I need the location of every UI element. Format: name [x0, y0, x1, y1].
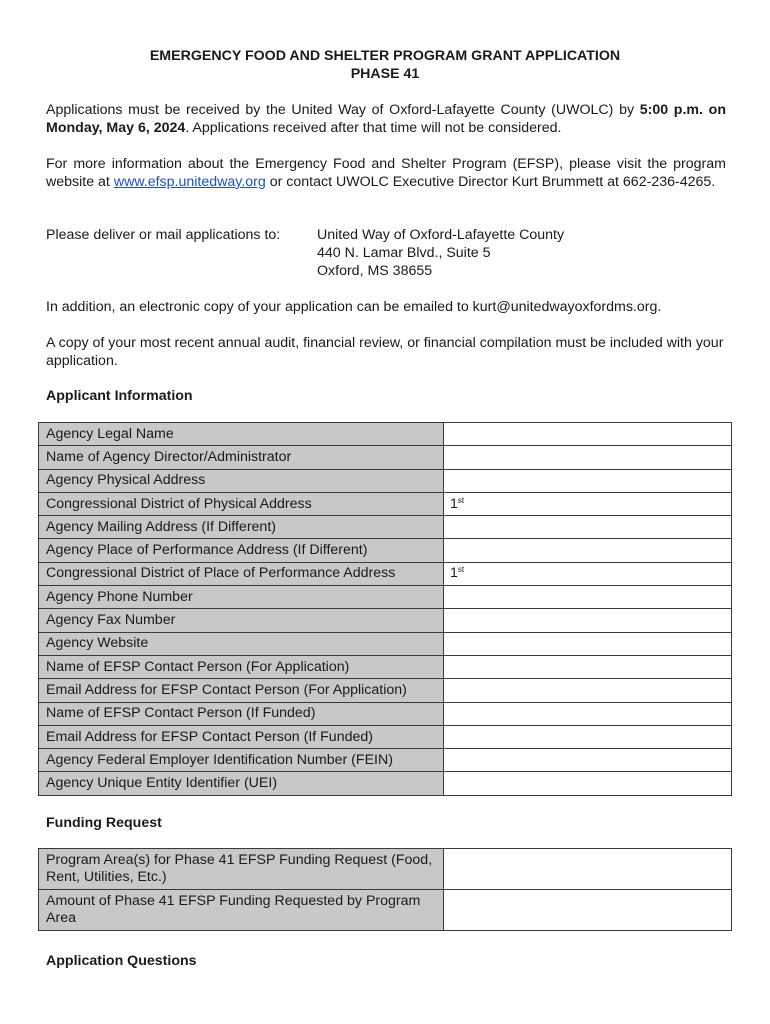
- title-line-1: EMERGENCY FOOD AND SHELTER PROGRAM GRANT APPLICATION: [149, 48, 621, 64]
- field-value-cell[interactable]: [444, 655, 732, 678]
- field-value-cell[interactable]: [444, 446, 732, 469]
- table-row: [39, 749, 732, 772]
- table-row: [39, 539, 732, 562]
- field-label: Agency Physical Address: [39, 469, 444, 492]
- application-questions-heading: Application Questions: [46, 953, 197, 969]
- table-row: [39, 469, 732, 492]
- table-row: [39, 586, 732, 609]
- field-value: 1: [450, 565, 458, 582]
- field-value-cell[interactable]: [444, 469, 732, 492]
- field-value-cell[interactable]: [444, 539, 732, 562]
- mailing-address: [317, 226, 564, 280]
- field-label: Agency Legal Name: [39, 423, 444, 446]
- deadline-text-pre: Applications must be received by the United Way of Oxford-Lafayette County (UWOLC) by: [46, 102, 640, 118]
- field-value-cell[interactable]: [444, 586, 732, 609]
- deadline-text-post: . Applications received after that time will not be considered.: [185, 120, 562, 136]
- audit-note: A copy of your most recent annual audit, financial review, or financial compilation must be included with your application.: [46, 335, 724, 369]
- table-row: [39, 702, 732, 725]
- field-value-cell[interactable]: [444, 632, 732, 655]
- table-row: [39, 609, 732, 632]
- table-row: [39, 725, 732, 748]
- field-label: Congressional District of Place of Performance Address: [39, 562, 444, 585]
- applicant-information-heading: Applicant Information: [46, 388, 193, 404]
- efsp-website-link[interactable]: www.efsp.unitedway.org: [113, 174, 266, 190]
- field-label: Email Address for EFSP Contact Person (For Application): [39, 679, 444, 702]
- table-row: [39, 655, 732, 678]
- address-line-2: 440 N. Lamar Blvd., Suite 5: [317, 245, 491, 261]
- field-label: Email Address for EFSP Contact Person (If Funded): [39, 725, 444, 748]
- info-text-pre: For more information about the Emergency Food and Shelter Program (EFSP), please visit the program website at: [46, 156, 726, 190]
- address-line-1: United Way of Oxford-Lafayette County: [317, 227, 565, 243]
- title-line-2: PHASE 41: [350, 66, 420, 82]
- table-row: [39, 516, 732, 539]
- field-label: Agency Mailing Address (If Different): [39, 516, 444, 539]
- field-value-cell[interactable]: [444, 423, 732, 446]
- ordinal-suffix: st: [457, 565, 465, 575]
- field-label: Agency Federal Employer Identification Number (FEIN): [39, 749, 444, 772]
- field-label: Congressional District of Physical Address: [39, 492, 444, 515]
- address-line-3: Oxford, MS 38655: [317, 263, 433, 279]
- field-label: Program Area(s) for Phase 41 EFSP Funding Request (Food, Rent, Utilities, Etc.): [39, 849, 444, 890]
- field-value-cell[interactable]: [444, 492, 732, 515]
- email-note: In addition, an electronic copy of your application can be emailed to kurt@unitedwayoxfordms.org.: [46, 299, 662, 315]
- table-row: [39, 772, 732, 795]
- info-paragraph: [46, 155, 726, 191]
- field-label: Name of Agency Director/Administrator: [39, 446, 444, 469]
- field-value-cell[interactable]: [444, 849, 732, 890]
- table-row: [39, 890, 732, 931]
- table-row: [39, 446, 732, 469]
- field-label: Amount of Phase 41 EFSP Funding Requested by Program Area: [39, 890, 444, 931]
- field-label: Agency Website: [39, 632, 444, 655]
- funding-request-heading: Funding Request: [46, 815, 162, 831]
- table-row: [39, 492, 732, 515]
- field-value-cell[interactable]: [444, 772, 732, 795]
- field-value-cell[interactable]: [444, 702, 732, 725]
- field-value-cell[interactable]: [444, 562, 732, 585]
- field-value-cell[interactable]: [444, 890, 732, 931]
- applicant-information-table: [38, 422, 732, 796]
- table-row: [39, 849, 732, 890]
- page-title: [0, 47, 770, 83]
- field-value-cell[interactable]: [444, 516, 732, 539]
- field-label: Agency Fax Number: [39, 609, 444, 632]
- field-label: Agency Place of Performance Address (If Different): [39, 539, 444, 562]
- field-value-cell[interactable]: [444, 679, 732, 702]
- field-label: Agency Phone Number: [39, 586, 444, 609]
- funding-request-table: [38, 848, 732, 931]
- ordinal-suffix: st: [457, 495, 465, 505]
- deadline-date: 5:00 p.m. on Monday, May 6, 2024: [46, 102, 726, 136]
- deliver-label: Please deliver or mail applications to:: [46, 227, 281, 243]
- field-label: Name of EFSP Contact Person (If Funded): [39, 702, 444, 725]
- field-value-cell[interactable]: [444, 609, 732, 632]
- field-value: 1: [450, 495, 458, 512]
- table-row: [39, 423, 732, 446]
- deadline-paragraph: [46, 101, 726, 137]
- field-label: Agency Unique Entity Identifier (UEI): [39, 772, 444, 795]
- field-label: Name of EFSP Contact Person (For Application): [39, 655, 444, 678]
- table-row: [39, 562, 732, 585]
- table-row: [39, 679, 732, 702]
- info-text-post: or contact UWOLC Executive Director Kurt Brummett at 662-236-4265.: [265, 174, 716, 190]
- field-value-cell[interactable]: [444, 749, 732, 772]
- field-value-cell[interactable]: [444, 725, 732, 748]
- table-row: [39, 632, 732, 655]
